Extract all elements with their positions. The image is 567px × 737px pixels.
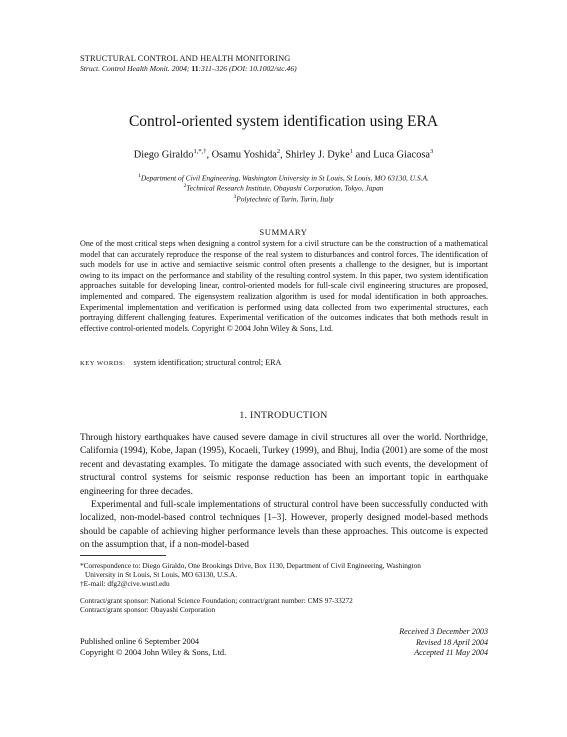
citation-year: 2004; (171, 64, 190, 73)
publication-info (80, 637, 226, 658)
paragraph: Through history earthquakes have caused severe damage in civil structures all over the world. Northridge, California (1994), Kobe, Japan (1995), Kocaeli, Turkey (1999), and Bhuj, India (2001) are some of the most recent and devastating examples. To mitigate the damage associated with such events, the development of structural control systems for seismic response reduction has been an important topic in earthquake engineering for three decades. (80, 433, 488, 497)
affiliation-2 (0, 183, 567, 192)
keywords-line (80, 358, 281, 367)
affiliation-text: Department of Civil Engineering, Washington University in St Louis, St Louis, MO 63130, U.S.A. (140, 173, 429, 183)
affiliation-text: Technical Research Institute, Obayashi Corporation, Tokyo, Japan (186, 183, 384, 193)
affiliation-mark: 2 (183, 183, 187, 189)
accepted-date: Accepted 11 May 2004 (414, 648, 488, 658)
footnote-rule (80, 555, 166, 556)
affiliation-text: Polytechnic of Turin, Turin, Italy (236, 194, 334, 204)
summary-heading: SUMMARY (259, 227, 308, 237)
author-list (0, 148, 567, 160)
author-separator: , (206, 149, 212, 161)
footnote-email: †E-mail: dfg2@cive.wustl.edu (80, 579, 170, 588)
received-date: Received 3 December 2003 (399, 627, 488, 636)
abstract-text: One of the most critical steps when designing a control system for a civil structure can be the construction of a mathematical model that can accurately reproduce the response of the real system to disturbances and control forces. The identification of such models for use in active and semiactive seismic control often presents a challenge to the designer, but is important owing to its impact on the performance and stability of the resulting control system. In this paper, two system identification approaches suitable for developing linear, control-oriented models for full-scale civil engineering structures are proposed, implemented and compared. The eigensystem realization algorithm is used for modal identification in both approaches. Experimental implementation and verification is performed using data collected from two experimental structures, each portraying different challenging features. Experimental verification of the outcomes indicates that both methods result in effective control-oriented models. Copyright © 2004 John Wiley & Sons, Ltd. (80, 239, 488, 333)
affiliation-1 (0, 173, 567, 182)
affiliation-3 (0, 194, 567, 203)
author-marks: 1 (349, 148, 353, 155)
author-marks: 3 (430, 148, 434, 155)
journal-name: STRUCTURAL CONTROL AND HEALTH MONITORING (80, 54, 291, 63)
author-separator: , (280, 149, 286, 161)
citation-volume: 11 (191, 64, 199, 73)
footnote-line: University in St Louis, St Louis, MO 63130, U.S.A. (85, 570, 238, 579)
published-online: Published online 6 September 2004 (80, 637, 200, 646)
section-heading-introduction: 1. INTRODUCTION (239, 410, 328, 421)
author-marks: 1,*,† (193, 148, 207, 155)
citation-pages: :311–326 (DOI: 10.1002/stc.46) (198, 64, 297, 73)
footnote-sponsor: Contract/grant sponsor: National Science Foundation; contract/grant number: CMS 97-33272 (80, 596, 353, 605)
author-name: Luca Giacosa (373, 149, 431, 161)
paper-title: Control-oriented system identification using ERA (128, 113, 439, 130)
footnote-correspondence (80, 561, 495, 579)
received-dates (399, 627, 488, 659)
introduction-body (80, 432, 488, 553)
copyright: Copyright © 2004 John Wiley & Sons, Ltd. (80, 647, 227, 657)
author-marks: 2 (276, 148, 281, 155)
footnote-sponsor: Contract/grant sponsor: Obayashi Corporation (80, 605, 216, 614)
author-and: and (352, 149, 374, 161)
paragraph: Experimental and full-scale implementations of structural control have been successfully conducted with localized, non-model-based control techniques [1–3]. However, properly designed model-based methods should be capable of achieving higher performance levels than these approaches. This outcome is expected on the assumption that, if a non-model-based (80, 500, 488, 551)
keywords-text: system identification; structural control; ERA (133, 358, 282, 367)
author-name: Osamu Yoshida (211, 149, 277, 161)
citation-line (80, 64, 297, 73)
author-name: Shirley J. Dyke (285, 149, 350, 161)
citation-abbrev: Struct. Control Health Monit. (80, 64, 170, 73)
revised-date: Revised 18 April 2004 (415, 637, 488, 647)
affiliation-mark: 3 (233, 194, 237, 200)
affiliation-mark: 1 (138, 173, 141, 179)
footnote-line: *Correspondence to: Diego Giraldo, One Brookings Drive, Box 1130, Department of Civil Engineering, Washington (80, 561, 421, 570)
keywords-label: KEY WORDS: (80, 360, 126, 367)
author-name: Diego Giraldo (133, 149, 194, 161)
